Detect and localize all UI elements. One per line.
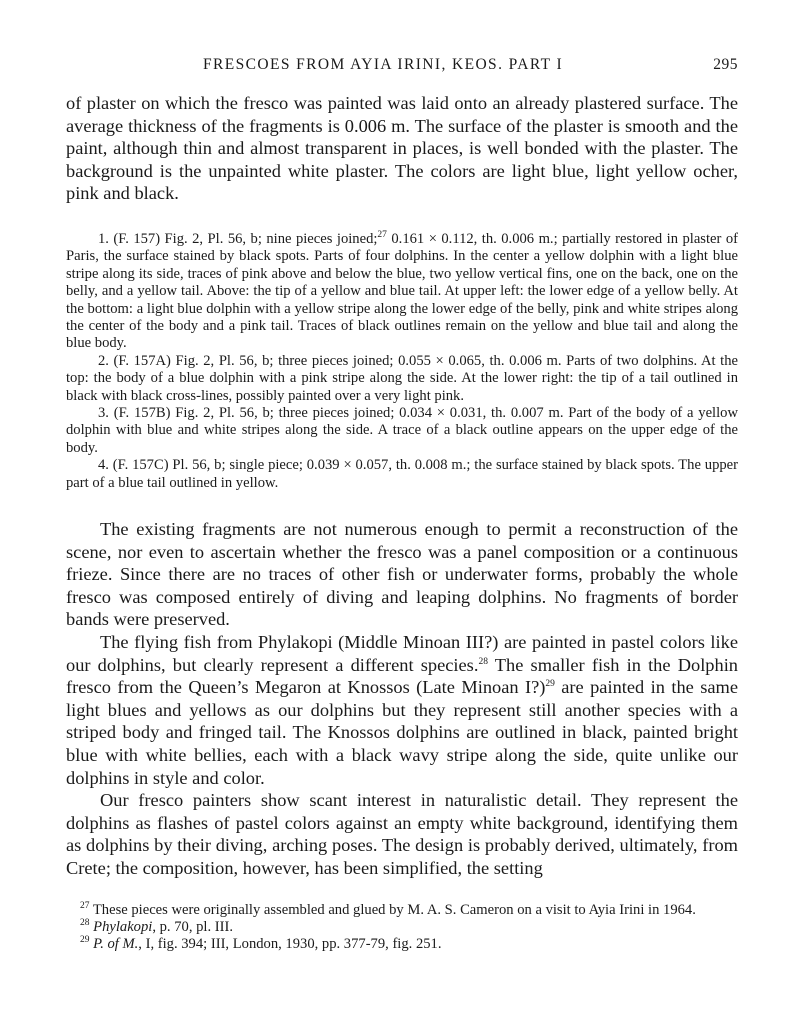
footnote-ref-28: 28 [478,656,488,667]
body-paragraph-2-text-b: The smaller fish in the Dolphin fresco from the Queen’s Megaron at Knossos (Late Minoan I?) [66,654,738,698]
catalog-entry-1-text: 1. (F. 157) Fig. 2, Pl. 56, b; nine pieces joined; [98,230,378,247]
catalog-entry-4: 4. (F. 157C) Pl. 56, b; single piece; 0.039 × 0.057, th. 0.008 m.; the surface stained by black spots. The upper part of a blue tail outlined in yellow. [66,457,738,491]
running-title: FRESCOES FROM AYIA IRINI, KEOS. PART I [203,56,564,73]
footnote-number-27: 27 [80,900,90,911]
footnote-ref-27: 27 [377,230,387,241]
intro-paragraph: of plaster on which the fresco was painted was laid onto an already plastered surface. The average thickness of the fragments is 0.006 m. The surface of the plaster is smooth and the paint, although thin and almost transparent in places, is well bonded with the plaster. The background is the unpainted white plaster. The colors are light blue, light yellow ocher, pink and black. [66,93,738,204]
catalog-entry-1 [66,231,738,353]
footnote-number-29: 29 [80,935,90,946]
catalog-entry-2: 2. (F. 157A) Fig. 2, Pl. 56, b; three pieces joined; 0.055 × 0.065, th. 0.006 m. Parts of two dolphins. At the top: the body of a blue dolphin with a pink stripe along the side. At the lower right: the tip of a tail outlined in black with black cross-lines, possibly painted over a very light pink. [66,352,738,404]
footnote-28 [66,919,738,936]
body-paragraph-2-text-a: The flying fish from Phylakopi (Middle Minoan III?) are painted in pastel colors like our dolphins, but clearly represent a different species. [66,632,738,675]
footnote-ref-29: 29 [545,679,555,690]
body-paragraph-2 [66,631,738,789]
page [66,52,738,954]
footnote-28-text: , p. 70, pl. III. [152,918,233,935]
catalog-entry-1-text-cont: 0.161 × 0.112, th. 0.006 m.; partially restored in plaster of Paris, the surface stained by black spots. Parts of four dolphins. In the center a yellow dolphin with a light blue stripe along its side, traces of pink above and below the blue, two yellow vertical fins, one on the back, one on the belly, and a yellow tail. Above: the tip of a yellow and blue tail. At upper left: the lower edge of a yellow belly. At the bottom: a light blue dolphin with a yellow stripe along the lower edge of the belly, pink and white stripes along the center of the body and a pink tail. Traces of black outlines remain on the yellow and blue tail and along the blue body. [66,230,738,352]
catalog-entry-3: 3. (F. 157B) Fig. 2, Pl. 56, b; three pieces joined; 0.034 × 0.031, th. 0.007 m. Part of the body of a yellow dolphin with blue and white stripes along the side. A trace of a black outline appears on the upper edge of the body. [66,405,738,456]
footnote-28-title: Phylakopi [93,918,153,935]
footnote-29-text: , I, fig. 394; III, London, 1930, pp. 377-79, fig. 251. [138,936,442,953]
body-paragraph-2-text-c: are painted in the same light blues and yellows as our dolphins but they represent still another species with a striped body and fringed tail. The Knossos dolphins are outlined in black, painted bright blue with white bellies, each with a black wavy stripe along the side, quite unlike our dolphins in style and color. [66,677,738,788]
page-number: 295 [713,56,738,73]
footnote-29-title: P. of M. [93,936,139,953]
running-header [66,52,738,78]
catalog-list [66,231,738,492]
footnote-number-28: 28 [80,918,90,929]
body-paragraph-3: Our fresco painters show scant interest in naturalistic detail. They represent the dolphins as flashes of pastel colors against an empty white background, identifying them as dolphins by their diving, arching poses. The design is probably derived, ultimately, from Crete; the composition, however, has been simplified, the setting [66,790,738,878]
footnote-29 [66,936,738,953]
footnote-27-text: These pieces were originally assembled and glued by M. A. S. Cameron on a visit to Ayia Irini in 1964. [89,901,696,918]
footnotes [66,902,738,954]
body-paragraph-1: The existing fragments are not numerous enough to permit a reconstruction of the scene, nor even to ascertain whether the fresco was a panel composition or a continuous frieze. Since there are no traces of other fish or underwater forms, probably the whole fresco was composed entirely of diving and leaping dolphins. No fragments of border bands were preserved. [66,519,738,630]
footnote-27 [66,902,738,919]
